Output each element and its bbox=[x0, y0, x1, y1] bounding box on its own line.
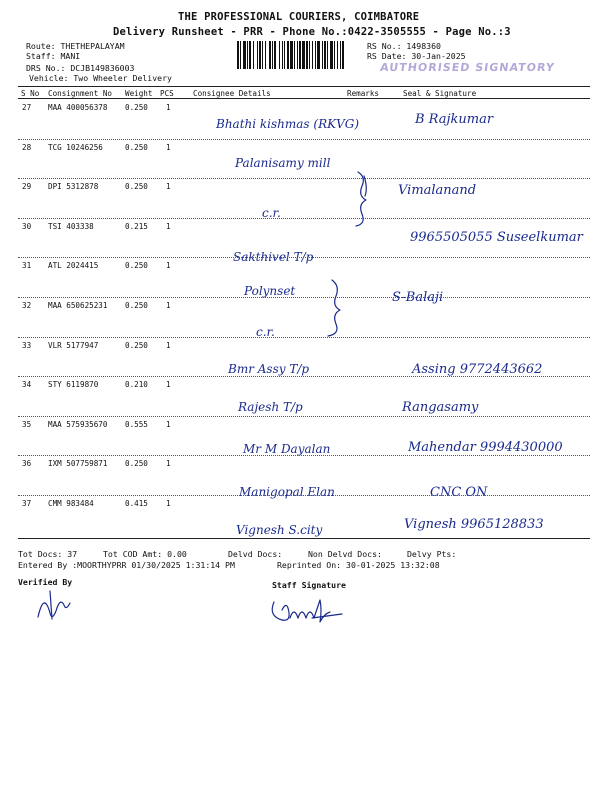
row-consignee-handwriting: Manigopal Elan bbox=[239, 485, 335, 499]
route-label: Route: THETHEPALAYAM bbox=[26, 41, 125, 51]
row-consignee-handwriting: Mr M Dayalan bbox=[243, 442, 331, 456]
row-sno: 36 bbox=[22, 459, 32, 469]
row-consignee-handwriting: Rajesh T/p bbox=[238, 400, 303, 414]
row-weight: 0.555 bbox=[125, 419, 148, 429]
row-consignment-no: DPI 5312878 bbox=[48, 182, 99, 192]
row-weight: 0.250 bbox=[125, 340, 148, 350]
row-weight: 0.250 bbox=[125, 261, 148, 271]
total-cod-amount: Tot COD Amt: 0.00 bbox=[103, 549, 187, 559]
row-pcs: 1 bbox=[166, 221, 171, 231]
brace-mark-1 bbox=[356, 172, 366, 226]
brace-mark-2 bbox=[328, 280, 340, 336]
row-pcs: 1 bbox=[166, 380, 171, 390]
authorised-stamp: AUTHORISED SIGNATORY bbox=[379, 61, 556, 74]
row-consignment-no: TCG 10246256 bbox=[48, 142, 103, 152]
row-sno: 27 bbox=[22, 103, 32, 112]
staff-label: Staff: MANI bbox=[26, 51, 81, 61]
row-sno: 35 bbox=[22, 419, 32, 429]
vehicle-label: Vehicle: Two Wheeler Delivery bbox=[29, 73, 172, 83]
row-sno: 28 bbox=[22, 142, 32, 152]
row-pcs: 1 bbox=[166, 142, 171, 152]
row-pcs: 1 bbox=[166, 459, 171, 469]
row-weight: 0.250 bbox=[125, 182, 148, 192]
row-signature-handwriting: CNC ON bbox=[430, 485, 488, 500]
row-consignee-handwriting: Bhathi kishmas (RKVG) bbox=[216, 117, 360, 131]
runsheet-subtitle: Delivery Runsheet - PRR - Phone No.:0422-3505555 - Page No.:3 bbox=[113, 26, 511, 38]
row-consignment-no: MAA 575935670 bbox=[48, 419, 108, 429]
staff-signature-label: Staff Signature bbox=[272, 580, 346, 590]
row-sno: 31 bbox=[22, 261, 32, 271]
row-signature-handwriting: S-Balaji bbox=[392, 290, 444, 305]
row-consignment-no: STY 6119870 bbox=[48, 380, 99, 390]
company-title: THE PROFESSIONAL COURIERS, COIMBATORE bbox=[178, 11, 420, 23]
drs-number: DRS No.: DCJB149836003 bbox=[26, 63, 135, 73]
row-pcs: 1 bbox=[166, 419, 171, 429]
reprinted-on: Reprinted On: 30-01-2025 13:32:08 bbox=[277, 560, 440, 570]
row-consignee-handwriting: c.r. bbox=[262, 206, 281, 220]
row-pcs: 1 bbox=[166, 340, 171, 350]
row-consignment-no: CMM 983484 bbox=[48, 499, 94, 508]
row-consignment-no: ATL 2024415 bbox=[48, 261, 99, 271]
verified-by-label: Verified By bbox=[18, 577, 73, 587]
row-consignee-handwriting: Palanisamy mill bbox=[235, 156, 331, 170]
row-weight: 0.415 bbox=[125, 499, 148, 508]
row-consignee-handwriting: Bmr Assy T/p bbox=[228, 362, 310, 376]
row-pcs: 1 bbox=[166, 499, 171, 508]
row-weight: 0.210 bbox=[125, 380, 148, 390]
row-pcs: 1 bbox=[166, 261, 171, 271]
row-consignment-no: MAA 650625231 bbox=[48, 301, 108, 310]
col-pcs: PCS bbox=[160, 89, 174, 98]
row-weight: 0.250 bbox=[125, 301, 148, 310]
row-weight: 0.215 bbox=[125, 221, 148, 231]
staff-signature-mark bbox=[268, 592, 358, 632]
verified-signature bbox=[30, 585, 90, 625]
row-sno: 33 bbox=[22, 340, 32, 350]
brace-mark-3 bbox=[364, 176, 366, 196]
col-signature: Seal & Signature bbox=[403, 89, 477, 98]
row-signature-handwriting: B Rajkumar bbox=[415, 112, 494, 127]
delivered-docs: Delvd Docs: bbox=[228, 549, 283, 559]
row-signature-handwriting: Assing 9772443662 bbox=[412, 362, 543, 377]
col-remarks: Remarks bbox=[347, 89, 380, 98]
row-signature-handwriting: Rangasamy bbox=[402, 400, 479, 415]
delivery-points: Delvy Pts: bbox=[407, 549, 457, 559]
row-pcs: 1 bbox=[166, 103, 171, 112]
row-signature-handwriting: Mahendar 9994430000 bbox=[408, 440, 563, 455]
row-signature-handwriting: 9965505055 Suseelkumar bbox=[410, 230, 583, 245]
row-sno: 29 bbox=[22, 182, 32, 192]
row-signature-handwriting: Vimalanand bbox=[398, 183, 477, 198]
row-weight: 0.250 bbox=[125, 103, 148, 112]
col-weight: Weight bbox=[125, 89, 153, 98]
col-consignment: Consignment No bbox=[48, 89, 113, 98]
row-pcs: 1 bbox=[166, 301, 171, 310]
row-signature-handwriting: Vignesh 9965128833 bbox=[404, 517, 544, 532]
col-consignee: Consignee Details bbox=[193, 89, 271, 98]
col-sno: S No bbox=[21, 89, 40, 98]
row-consignment-no: MAA 400056378 bbox=[48, 103, 108, 112]
row-consignment-no: VLR 5177947 bbox=[48, 340, 99, 350]
row-consignment-no: TSI 403338 bbox=[48, 221, 94, 231]
row-sno: 32 bbox=[22, 301, 32, 310]
row-pcs: 1 bbox=[166, 182, 171, 192]
row-sno: 37 bbox=[22, 499, 32, 508]
row-weight: 0.250 bbox=[125, 142, 148, 152]
rs-number: RS No.: 1498360 bbox=[367, 41, 441, 51]
rs-date: RS Date: 30-Jan-2025 bbox=[367, 51, 466, 61]
row-sno: 30 bbox=[22, 221, 32, 231]
non-delivered-docs: Non Delvd Docs: bbox=[308, 549, 382, 559]
row-consignee-handwriting: Vignesh S.city bbox=[236, 523, 323, 537]
entered-by: Entered By :MOORTHYPRR 01/30/2025 1:31:14 PM bbox=[18, 560, 235, 570]
row-consignee-handwriting: c.r. bbox=[256, 325, 275, 339]
row-weight: 0.250 bbox=[125, 459, 148, 469]
row-consignee-handwriting: Polynset bbox=[244, 284, 296, 298]
total-docs: Tot Docs: 37 bbox=[18, 549, 78, 559]
row-consignment-no: IXM 507759871 bbox=[48, 459, 108, 469]
row-sno: 34 bbox=[22, 380, 32, 390]
row-consignee-handwriting: Sakthivel T/p bbox=[233, 250, 314, 264]
